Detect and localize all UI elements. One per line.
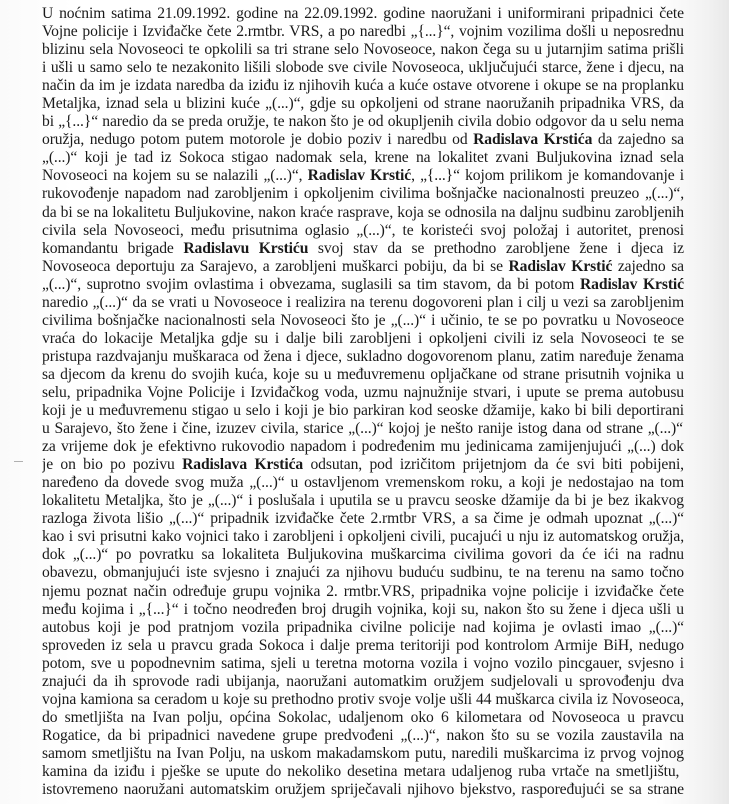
- text-line: [42, 113, 684, 131]
- text-line: [42, 41, 684, 59]
- text-line-content: [42, 510, 684, 528]
- text-segment: , „{...}“ kojom prilikom je komandovanje i: [411, 167, 684, 185]
- text-segment: naređeno da dovede svog muža „(...)“ u ostavljenom vremenskom roku, a koji je nedostajao na tom: [42, 474, 684, 492]
- text-line: [42, 294, 684, 312]
- text-segment: sa djecom da krenu do svojih kuća, koje su u međuvremenu opljačkane od strane prisutnih vojnika u: [42, 365, 684, 383]
- text-segment: Rogatice, da bi pripadnici navedene grupe predvođeni „(...)“, nakon što su se vozila zaustavila na: [42, 726, 684, 744]
- text-line: [42, 474, 684, 492]
- text-line: [42, 673, 684, 691]
- text-segment: zajedno sa: [612, 257, 684, 275]
- bold-name: Radislav Krstić: [580, 275, 684, 293]
- text-line: [42, 131, 684, 149]
- text-line: [42, 781, 684, 799]
- text-segment: za vrijeme dok je efektivno rukovodio napadom i podređenim mu jedinicama zamijenjujući „(...) dok: [42, 438, 684, 456]
- text-line-content: [42, 240, 684, 258]
- text-segment: Metaljka, iznad sela u blizini kuće „(...)“, gdje su opkoljeni od strane naoružanih pripadnika VRS, da: [42, 95, 684, 113]
- text-line: [42, 149, 684, 167]
- text-segment: način da im je izdata naredba da iziđu iz njihovih kuća a kuće ostave otvorene i okupe se na proplanku: [42, 77, 684, 95]
- text-line-content: [42, 763, 679, 781]
- text-segment: istovremeno naoružani automatskim oružjem spriječavali njihovo bjekstvo, raspoređujući se sa strane: [42, 781, 684, 799]
- text-line-content: [42, 149, 684, 167]
- text-line-content: [42, 781, 684, 799]
- text-line: [42, 348, 684, 366]
- text-line-content: [42, 384, 684, 402]
- text-line: [42, 763, 684, 781]
- text-segment: kamina da iziđu i pješke se upute do nekoliko desetina metara udaljenog ruba vrtače na smetljištu,: [42, 762, 680, 780]
- text-line-content: [42, 619, 684, 637]
- text-segment: vojna kamiona sa ceradom u koje su prethodno protiv svoje volje ušli 44 muškarca civila iz Novoseoca,: [42, 690, 684, 708]
- text-line: [42, 204, 684, 222]
- text-segment: i ušli u samo selo te nezakonito lišili slobode sve civile Novoseoca, uključujući starce, žene i djecu, na: [42, 59, 684, 77]
- text-segment: lokalitetu Metaljka, što je „(...)“ i poslušala i uputila se u pravcu seoske džamije da bi je bez ikakvog: [42, 492, 684, 510]
- text-segment: da bi se na lokalitetu Buljukovine, nakon kraće rasprave, koja se odnosila na daljnu sudbinu zarobljenih: [42, 203, 684, 221]
- text-line-content: [42, 673, 684, 691]
- text-line: [42, 528, 684, 546]
- text-segment: znajući da ih sprovode radi ubijanja, naoružani automatkim oružjem sudjelovali u sprovođenju dva: [42, 672, 684, 690]
- text-line-content: [42, 564, 684, 582]
- text-line-content: [42, 601, 684, 619]
- text-segment: među kojima i „{...}“ i točno neodređen broj drugih vojnika, koji su, nakon što su žene i djeca ušli u: [42, 600, 684, 618]
- text-segment: dok „(...)“ po povratku sa lokaliteta Buljukovina muškarcima civilima govori da će ići na radnu: [42, 546, 684, 564]
- text-line-content: [42, 474, 684, 492]
- text-segment: komandantu brigade: [42, 239, 184, 257]
- text-line-content: [42, 185, 684, 203]
- text-line: [42, 167, 684, 185]
- text-segment: oružja, nedugo potom putem motorole je dobio poziv i naredbu od: [42, 131, 474, 149]
- text-line-content: [42, 420, 683, 438]
- text-line-content: [42, 276, 684, 294]
- text-line-content: [42, 167, 684, 185]
- text-line: [42, 564, 684, 582]
- bold-name: Radislav Krstić: [508, 257, 613, 275]
- text-line-content: [42, 637, 684, 655]
- text-line: [42, 222, 684, 240]
- text-line-content: [42, 23, 684, 41]
- text-line-content: [42, 402, 684, 420]
- text-line-content: [42, 691, 684, 709]
- text-segment: civila sela Novoseoci, među prisutnima oglasio „(...)“, te koristeći svoj položaj i autoritet, prenosi: [42, 221, 684, 239]
- text-line-content: [42, 77, 684, 95]
- text-line-content: [42, 546, 684, 564]
- text-segment: Vojne policije i Izviđačke čete 2.rmtbr. VRS, a po naredbi „{...}“, vojnim vozilima došli u neposrednu: [42, 23, 684, 41]
- text-line: [42, 402, 684, 420]
- text-segment: u Sarajevo, što žene i čine, izuzev civila, starice „(...)“ kojoj je nešto ranije istog dana od strane „(...)“: [42, 420, 683, 438]
- text-line: [42, 23, 684, 41]
- text-segment: do smetljišta na Ivan polju, općina Sokolac, udaljenom oko 6 kilometara od Novoseoca u pravcu: [42, 708, 684, 726]
- text-segment: obavezu, obmanjujući iste svjesno i znajući za njihovu buduću sudbinu, te na terenu na samo točno: [42, 564, 684, 582]
- text-line: [42, 5, 684, 23]
- text-segment: vraća do lokacije Metaljka gdje su i dalje bili zarobljeni i opkoljeni civili iz sela Novoseoci te se: [42, 329, 684, 347]
- text-segment: koji je u međuvremenu stigao u selo i koji je bio parkiran kod seoske džamije, kako bi bili deportirani: [42, 402, 684, 420]
- text-segment: autobus koji je pod pratnjom vozila pripadnika civilne policije nad kojima je ovlasti imao „(...)“: [42, 618, 684, 636]
- text-segment: pristupa razdvajanju muškaraca od žena i djece, sukladno dogovorenom planu, zatim naređuje ženama: [42, 347, 684, 365]
- text-segment: „(...)“ koji je tad iz Sokoca stigao nadomak sela, krene na lokalitet zvani Buljukovina iznad sela: [42, 149, 684, 167]
- text-line-content: [42, 348, 684, 366]
- text-line: [42, 546, 684, 564]
- text-line-content: [42, 583, 684, 601]
- text-segment: U noćnim satima 21.09.1992. godine na 22.09.1992. godine naoružani i uniformirani pripadnici čete: [42, 5, 684, 22]
- text-line: [42, 95, 684, 113]
- text-segment: potom, sve u popodnevnim satima, sjeli u teretna motorna vozila i vojno vozilo pincgauer, svjesno i: [42, 654, 684, 672]
- text-line: [42, 438, 684, 456]
- text-segment: da zajedno sa: [592, 131, 684, 149]
- text-line-content: [42, 709, 684, 727]
- text-line: [42, 745, 684, 763]
- text-line: [42, 185, 684, 203]
- text-line: [42, 366, 684, 384]
- text-segment: razloga života lišio „(...)“ pripadnik izviđačke čete 2.rmtbr VRS, a sa čime je odmah upoznat „(...)“: [42, 510, 684, 528]
- text-line-content: [42, 113, 684, 131]
- text-line: [42, 583, 684, 601]
- text-line-content: [42, 294, 684, 312]
- text-line: [42, 240, 684, 258]
- text-line-content: [42, 5, 684, 23]
- margin-mark: [14, 461, 23, 462]
- text-line-content: [42, 258, 684, 276]
- text-line-content: [42, 438, 684, 456]
- text-line: [42, 312, 684, 330]
- text-line-content: [42, 492, 684, 510]
- text-segment: „(...)“, suprotno svojim ovlastima i obvezama, suglasili sa tim stavom, da bi potom: [42, 275, 581, 293]
- text-segment: Novoseoci na kojem su se nalazili „(...)“,: [42, 167, 308, 185]
- text-segment: naredio „(...)“ da se vrati u Novoseoce i realizira na terenu dogovoreni plan i cilj u vezi sa zarobljenim: [42, 293, 684, 311]
- bold-name: Radislavu Krstiću: [183, 239, 309, 257]
- text-line: [42, 691, 684, 709]
- text-line: [42, 601, 684, 619]
- text-segment: je on bio po pozivu: [42, 456, 183, 474]
- text-line-content: [42, 204, 684, 222]
- document-body: [42, 5, 684, 799]
- text-segment: odsutan, pod izričitom prijetnjom da će svi biti pobijeni,: [303, 456, 684, 474]
- text-line: [42, 619, 684, 637]
- text-line: [42, 59, 684, 77]
- text-line: [42, 727, 684, 745]
- text-segment: selu, pripadnika Vojne Policije i Izviđačkog voda, uzmu najnužnije stvari, i upute se prema autobusu: [42, 383, 684, 401]
- text-segment: civilima bošnjačke nacionalnosti sela Novoseoci što je „(...)“ i učinio, te se po povratku u Novoseoce: [42, 311, 684, 329]
- bold-name: Radislav Krstić: [307, 167, 412, 185]
- text-line-content: [42, 131, 684, 149]
- text-line-content: [42, 59, 684, 77]
- text-line-content: [42, 528, 684, 546]
- text-segment: blizinu sela Novoseoci te opkolili sa tri strane selo Novoseoce, nakon čega su u jutarnjim satima prišli: [42, 41, 684, 59]
- text-line-content: [42, 95, 684, 113]
- text-segment: Novoseoca deportuju za Sarajevo, a zarobljeni muškarci pobiju, da bi se: [42, 257, 509, 275]
- text-segment: samom smetljištu na Ivan Polju, na uskom makadamskom putu, naredili muškarcima iz prvog vojnog: [42, 744, 684, 762]
- text-line: [42, 330, 684, 348]
- text-line: [42, 276, 684, 294]
- text-segment: bi „{...}“ naredio da se preda oružje, te nakon što je od okupljenih civila dobio odgovor da u selu nema: [42, 113, 684, 131]
- text-line-content: [42, 727, 684, 745]
- bold-name: Radislava Krstića: [473, 131, 593, 149]
- text-line: [42, 420, 684, 438]
- text-line-content: [42, 222, 684, 240]
- text-line-content: [42, 41, 684, 59]
- text-segment: svoj stav da se prethodno zarobljene žene i djeca iz: [308, 239, 684, 257]
- text-segment: kao i svi prisutni kako vojnici tako i zarobljeni i opkoljeni civili, pucajući u nju iz automatskog oružja,: [42, 528, 684, 546]
- text-line: [42, 492, 684, 510]
- text-line: [42, 510, 684, 528]
- text-line: [42, 456, 684, 474]
- text-line: [42, 709, 684, 727]
- text-line: [42, 77, 684, 95]
- text-line-content: [42, 330, 684, 348]
- bold-name: Radislava Krstića: [182, 456, 304, 474]
- text-line: [42, 655, 684, 673]
- text-line-content: [42, 655, 684, 673]
- text-line: [42, 258, 684, 276]
- text-segment: sproveden iz sela u pravcu grada Sokoca i dalje prema teritoriji pod kontrolom Armije BiH, nedugo: [42, 636, 684, 654]
- text-line-content: [42, 366, 684, 384]
- text-line: [42, 637, 684, 655]
- text-segment: njemu poznat način određuje grupu vojnika 2. rmtbr.VRS, pripadnika vojne policije i izviđačke čete: [42, 582, 684, 600]
- text-line-content: [42, 456, 684, 474]
- text-line-content: [42, 745, 684, 763]
- text-line: [42, 384, 684, 402]
- text-segment: rukovođenje napadom nad zarobljenim i opkoljenim civilima bošnjačke nacionalnosti preuzeo „(...)“,: [42, 185, 684, 203]
- text-line-content: [42, 312, 684, 330]
